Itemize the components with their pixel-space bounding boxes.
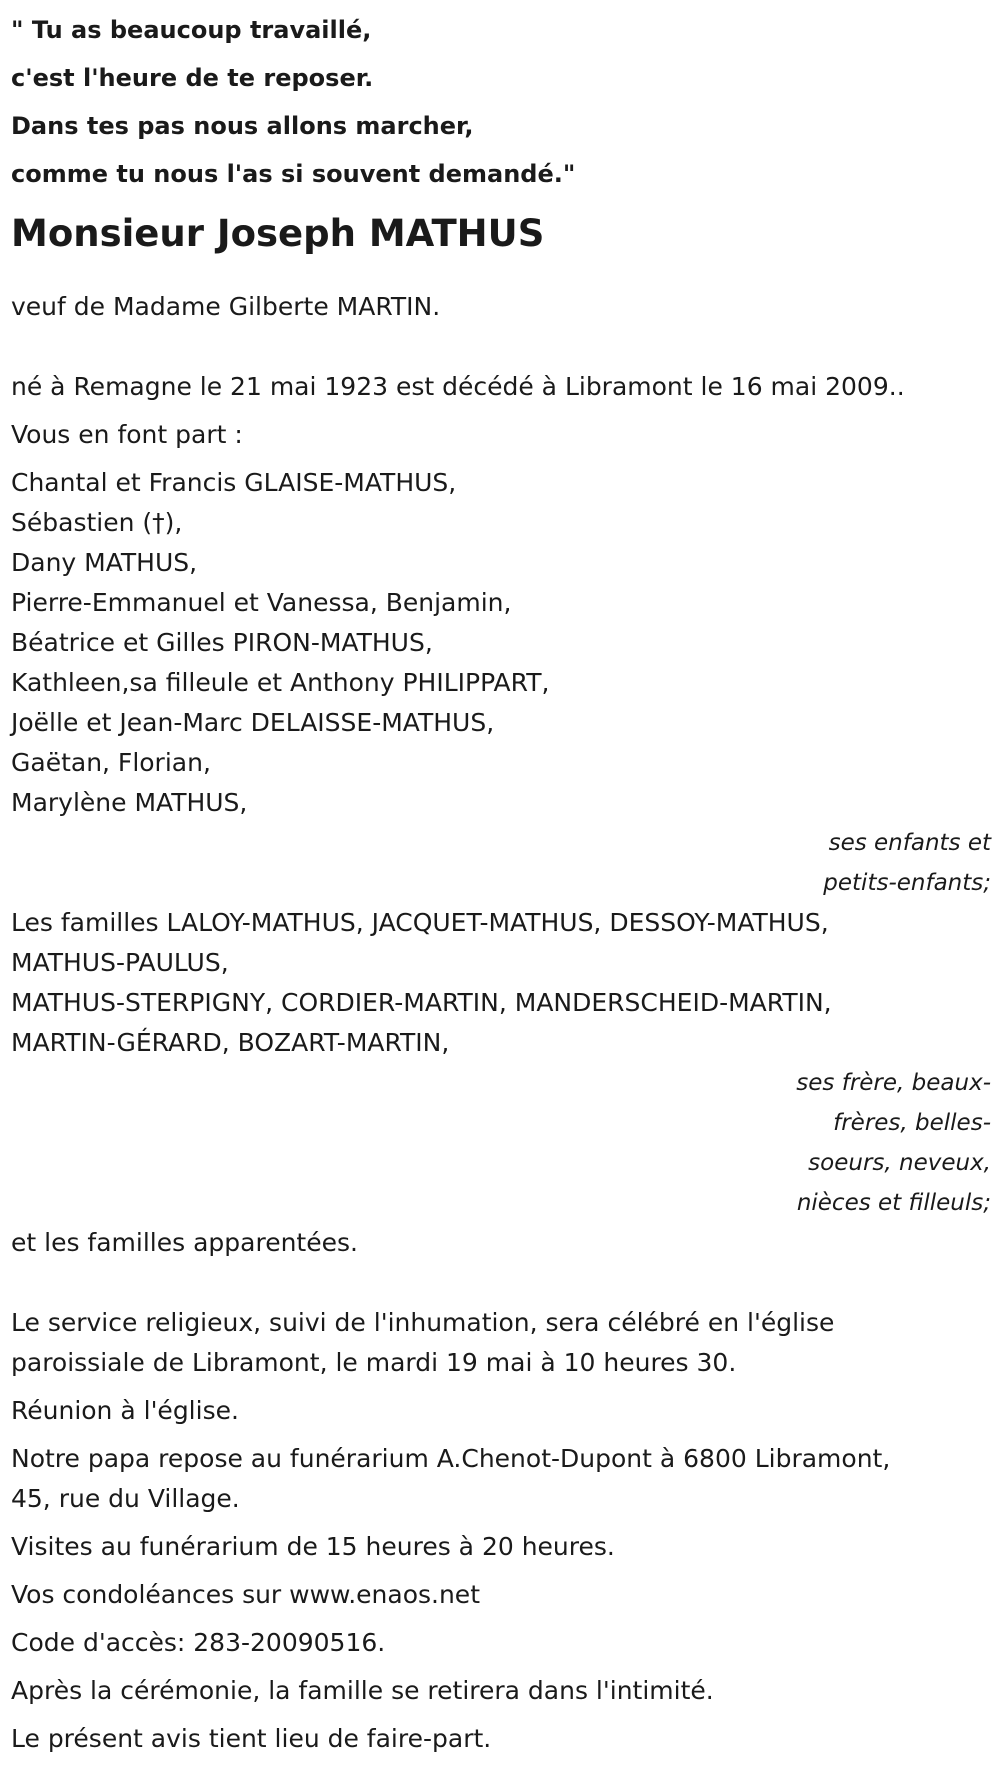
families-list (11, 903, 991, 1063)
after-ceremony-line: Après la cérémonie, la famille se retirera dans l'intimité. (11, 1676, 714, 1705)
list-item: Dany MATHUS, (11, 548, 198, 577)
related-families: et les familles apparentées. (11, 1228, 358, 1257)
birth-death-line: né à Remagne le 21 mai 1923 est décédé à Libramont le 16 mai 2009.. (11, 372, 905, 401)
list-item: Chantal et Francis GLAISE-MATHUS, (11, 468, 457, 497)
deceased-name: Monsieur Joseph MATHUS (11, 212, 545, 255)
role-line: petits-enfants; (823, 870, 991, 896)
condolences-line: Vos condoléances sur www.enaos.net (11, 1580, 480, 1609)
announcement-intro: Vous en font part : (11, 420, 243, 449)
role-line: frères, belles- (833, 1110, 991, 1136)
poem-line: c'est l'heure de te reposer. (11, 64, 374, 92)
visits-line: Visites au funérarium de 15 heures à 20 heures. (11, 1532, 615, 1561)
funeral-home-line: 45, rue du Village. (11, 1484, 240, 1513)
poem-line: " Tu as beaucoup travaillé, (11, 16, 372, 44)
access-code-line: Code d'accès: 283-20090516. (11, 1628, 386, 1657)
role-line: nièces et filleuls; (796, 1190, 991, 1216)
list-item: Joëlle et Jean-Marc DELAISSE-MATHUS, (11, 708, 495, 737)
poem-line: comme tu nous l'as si souvent demandé." (11, 160, 576, 188)
children-list (11, 463, 991, 823)
list-item: Gaëtan, Florian, (11, 748, 211, 777)
funeral-home-line: Notre papa repose au funérarium A.Chenot-Dupont à 6800 Libramont, (11, 1444, 891, 1473)
role-line: ses frère, beaux- (796, 1070, 991, 1096)
service-line: paroissiale de Libramont, le mardi 19 mai à 10 heures 30. (11, 1348, 737, 1377)
service-info (11, 1303, 991, 1383)
list-item: MARTIN-GÉRARD, BOZART-MARTIN, (11, 1028, 450, 1057)
meeting-line: Réunion à l'église. (11, 1396, 239, 1425)
list-item: MATHUS-PAULUS, (11, 948, 229, 977)
list-item: Béatrice et Gilles PIRON-MATHUS, (11, 628, 433, 657)
poem (11, 6, 991, 198)
poem-line: Dans tes pas nous allons marcher, (11, 112, 474, 140)
list-item: Pierre-Emmanuel et Vanessa, Benjamin, (11, 588, 512, 617)
list-item: Les familles LALOY-MATHUS, JACQUET-MATHUS, DESSOY-MATHUS, (11, 908, 829, 937)
role-line: ses enfants et (828, 830, 991, 856)
list-item: Kathleen,sa filleule et Anthony PHILIPPART, (11, 668, 550, 697)
list-item: Sébastien (†), (11, 508, 183, 537)
list-item: Marylène MATHUS, (11, 788, 248, 817)
funeral-home-info (11, 1439, 991, 1519)
obituary-content (11, 6, 991, 1759)
service-line: Le service religieux, suivi de l'inhumation, sera célébré en l'église (11, 1308, 835, 1337)
list-item: MATHUS-STERPIGNY, CORDIER-MARTIN, MANDERSCHEID-MARTIN, (11, 988, 832, 1017)
children-role (11, 823, 991, 903)
families-role (11, 1063, 991, 1223)
notice-line: Le présent avis tient lieu de faire-part. (11, 1724, 492, 1753)
role-line: soeurs, neveux, (808, 1150, 991, 1176)
spouse-line: veuf de Madame Gilberte MARTIN. (11, 292, 441, 321)
